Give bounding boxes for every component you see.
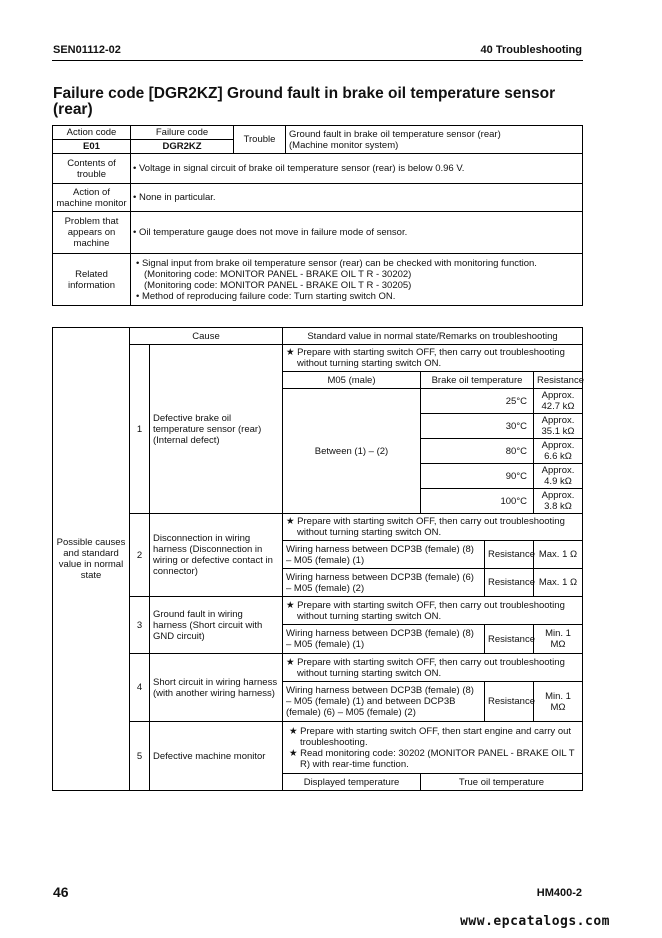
resistance-row: Approx. 6.6 kΩ	[534, 439, 583, 464]
related-line-1: • Signal input from brake oil temperature sensor (rear) can be checked with monitoring function.	[136, 257, 537, 269]
resistance-label: Resistance	[485, 625, 534, 654]
trouble-line-1: Ground fault in brake oil temperature sensor (rear)	[289, 128, 501, 140]
cause-4-value-1: Min. 1 MΩ	[534, 682, 583, 722]
cause-3-prep: ★ Prepare with starting switch OFF, then carry out troubleshooting without turning starting switch ON.	[283, 597, 583, 625]
cause-2-value-2: Max. 1 Ω	[534, 569, 583, 597]
cause-3-value-1: Min. 1 MΩ	[534, 625, 583, 654]
resistance-header: Resistance	[534, 372, 583, 389]
resistance-row: Approx. 4.9 kΩ	[534, 464, 583, 489]
failure-code-header: Failure code	[131, 126, 234, 140]
true-temp-header: True oil temperature	[421, 774, 583, 791]
related-line-4: • Method of reproducing failure code: Turn starting switch ON.	[136, 290, 396, 302]
displayed-temp-header: Displayed temperature	[283, 774, 421, 791]
cause-3-text: Ground fault in wiring harness (Short circuit with GND circuit)	[150, 597, 283, 654]
cause-2-value-1: Max. 1 Ω	[534, 541, 583, 569]
cause-2-number: 2	[130, 514, 150, 597]
model-code: HM400-2	[536, 887, 582, 899]
page-title: Failure code [DGR2KZ] Ground fault in brake oil temperature sensor (rear)	[53, 85, 556, 118]
cause-5-number: 5	[130, 722, 150, 791]
resistance-row: Approx. 35.1 kΩ	[534, 414, 583, 439]
cause-4-prep: ★ Prepare with starting switch OFF, then carry out troubleshooting without turning starting switch ON.	[283, 654, 583, 682]
contents-label: Contents of trouble	[53, 154, 131, 184]
problem-text: • Oil temperature gauge does not move in failure mode of sensor.	[131, 212, 583, 254]
header-rule	[52, 60, 583, 61]
possible-causes-label: Possible causes and standard value in normal state	[53, 328, 130, 791]
temp-row: 90°C	[421, 464, 534, 489]
resistance-row: Approx. 42.7 kΩ	[534, 389, 583, 414]
failure-code-value: DGR2KZ	[131, 140, 234, 154]
related-text	[131, 254, 583, 306]
cause-header: Cause	[130, 328, 283, 345]
action-code-header: Action code	[53, 126, 131, 140]
temp-row: 80°C	[421, 439, 534, 464]
cause-5-notes	[283, 722, 583, 774]
watermark: www.epcatalogs.com	[460, 914, 610, 929]
cause-2-prep: ★ Prepare with starting switch OFF, then carry out troubleshooting without turning starting switch ON.	[283, 514, 583, 541]
cause-3-wiring-1: Wiring harness between DCP3B (female) (8) – M05 (female) (1)	[283, 625, 485, 654]
resistance-label: Resistance	[485, 569, 534, 597]
resistance-label: Resistance	[485, 541, 534, 569]
cause-4-number: 4	[130, 654, 150, 722]
temp-row: 100°C	[421, 489, 534, 514]
action-label: Action of machine monitor	[53, 184, 131, 212]
cause-2-wiring-1: Wiring harness between DCP3B (female) (8) – M05 (female) (1)	[283, 541, 485, 569]
cause-1-prep: ★ Prepare with starting switch OFF, then carry out troubleshooting without turning starting switch ON.	[283, 345, 583, 372]
action-code-value: E01	[53, 140, 131, 154]
cause-4-text: Short circuit in wiring harness (with another wiring harness)	[150, 654, 283, 722]
temp-row: 25°C	[421, 389, 534, 414]
related-label: Related information	[53, 254, 131, 306]
section-title: 40 Troubleshooting	[480, 44, 582, 56]
action-value: None in particular.	[138, 192, 216, 203]
page-number: 46	[53, 884, 69, 900]
temp-header: Brake oil temperature	[421, 372, 534, 389]
contents-text: • Voltage in signal circuit of brake oil temperature sensor (rear) is below 0.96 V.	[131, 154, 583, 184]
failure-info-table	[52, 125, 583, 306]
between-pins: Between (1) – (2)	[283, 389, 421, 514]
cause-1-number: 1	[130, 345, 150, 514]
resistance-row: Approx. 3.8 kΩ	[534, 489, 583, 514]
cause-4-wiring-1: Wiring harness between DCP3B (female) (8) – M05 (female) (1) and between DCP3B (female) (6) – M05 (female) (2)	[283, 682, 485, 722]
cause-2-text: Disconnection in wiring harness (Disconnection in wiring or defective contact in connector)	[150, 514, 283, 597]
cause-1-text: Defective brake oil temperature sensor (rear) (Internal defect)	[150, 345, 283, 514]
m05-header: M05 (male)	[283, 372, 421, 389]
cause-5-text: Defective machine monitor	[150, 722, 283, 791]
contents-value: Voltage in signal circuit of brake oil temperature sensor (rear) is below 0.96 V.	[138, 163, 465, 174]
cause-2-wiring-2: Wiring harness between DCP3B (female) (6) – M05 (female) (2)	[283, 569, 485, 597]
temp-row: 30°C	[421, 414, 534, 439]
trouble-line-2: (Machine monitor system)	[289, 139, 399, 151]
resistance-label: Resistance	[485, 682, 534, 722]
trouble-description	[286, 126, 583, 154]
document-code: SEN01112-02	[53, 44, 121, 56]
cause-3-number: 3	[130, 597, 150, 654]
standard-header: Standard value in normal state/Remarks on troubleshooting	[283, 328, 583, 345]
cause-5-note-1: ★ Prepare with starting switch OFF, then start engine and carry out troubleshooting.	[289, 725, 572, 748]
action-text: • None in particular.	[131, 184, 583, 212]
problem-value: Oil temperature gauge does not move in failure mode of sensor.	[138, 227, 408, 238]
causes-table	[52, 327, 583, 791]
trouble-header: Trouble	[234, 126, 286, 154]
related-line-3: (Monitoring code: MONITOR PANEL - BRAKE OIL T R - 30205)	[144, 279, 412, 291]
cause-5-note-2: ★ Read monitoring code: 30202 (MONITOR PANEL - BRAKE OIL T R) with rear-time function.	[289, 747, 575, 770]
problem-label: Problem that appears on machine	[53, 212, 131, 254]
related-line-2: (Monitoring code: MONITOR PANEL - BRAKE OIL T R - 30202)	[144, 268, 412, 280]
